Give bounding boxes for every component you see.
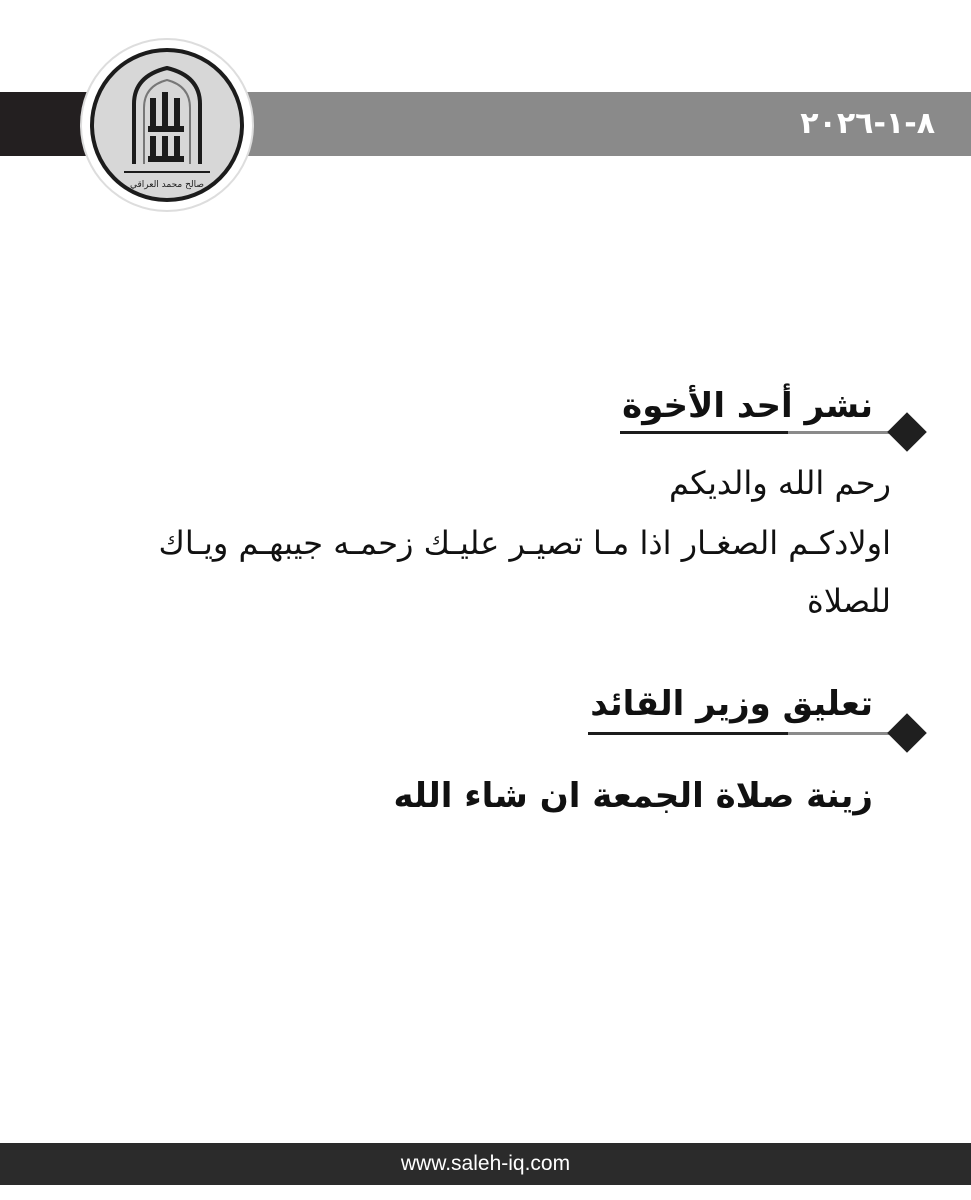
comment-heading: تعليق وزير القائد	[590, 684, 873, 724]
header-band	[240, 92, 971, 156]
post-heading: نشر أحد الأخوة	[622, 386, 873, 426]
logo-subtitle: صالح محمد العراقي	[129, 180, 205, 190]
comment-heading-underline	[588, 732, 898, 735]
logo	[82, 40, 252, 210]
comment-heading-diamond-icon	[887, 713, 927, 753]
post-line-1: رحم الله والديكم	[668, 464, 891, 502]
post-line-2: اولادكـم الصغـار اذا مـا تصيـر عليـك زحمـه جيبهـم ويـاك	[158, 524, 891, 562]
post-line-3: للصلاة	[807, 582, 891, 620]
post-heading-diamond-icon	[887, 412, 927, 452]
comment-text: زينة صلاة الجمعة ان شاء الله	[393, 776, 873, 816]
footer-bar	[0, 1143, 971, 1185]
logo-badge	[90, 48, 244, 202]
post-date: ٨-١-٢٠٢٦	[800, 106, 935, 141]
post-heading-underline	[620, 431, 898, 434]
logo-emblem-icon	[94, 52, 240, 198]
footer-url: www.saleh-iq.com	[400, 1152, 571, 1175]
